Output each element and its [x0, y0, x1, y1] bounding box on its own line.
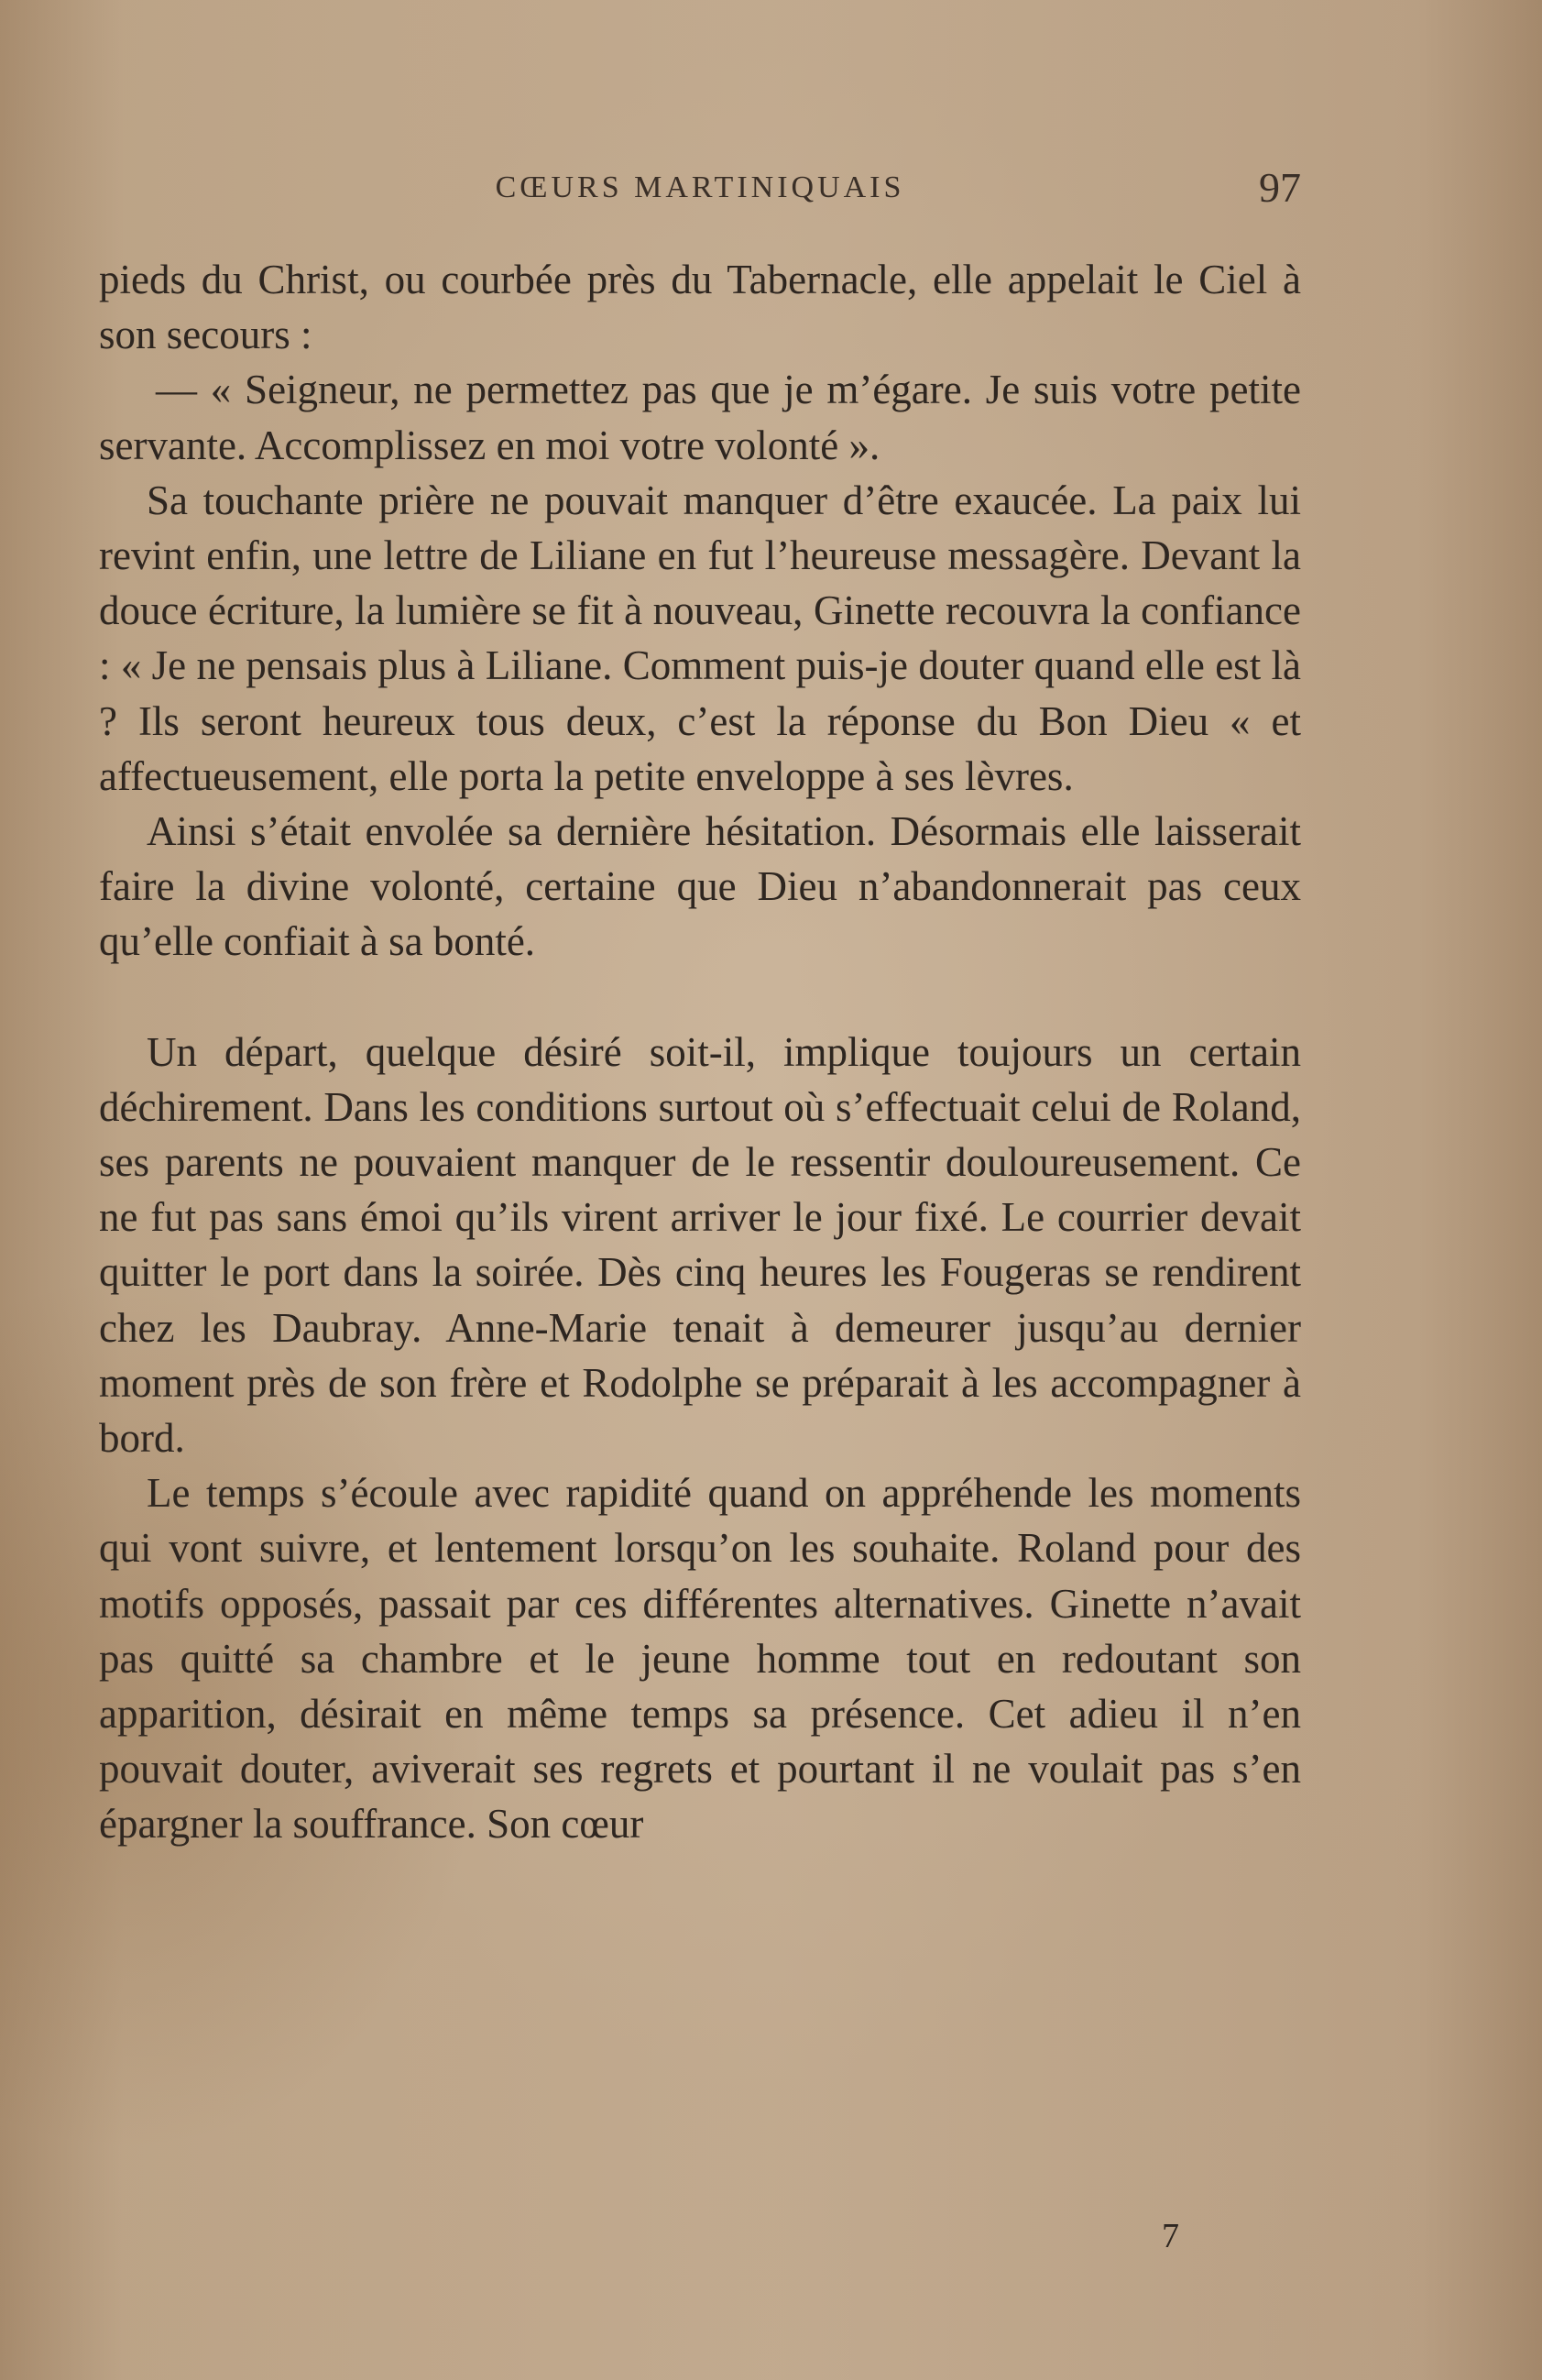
page-number: 97	[1259, 164, 1301, 211]
paragraph-prayer: — « Seigneur, ne permettez pas que je m’égare. Je suis votre petite servante. Accomplissez en moi votre volonté ».	[99, 367, 1301, 468]
page-header	[99, 163, 1301, 218]
paragraph-time-passes: Le temps s’écoule avec rapidité quand on appréhende les moments qui vont suivre, et lentement lorsqu’on les souhaite. Roland pour des motifs opposés, passait par ces différentes alternatives. Ginette n’avait pas quitté sa chambre et le jeune homme tout en redoutant son apparition, désirait en même temps sa présence. Cet adieu il n’en pouvait douter, aviverait ses regrets et pourtant il ne voulait pas s’en épargner la souffrance. Son cœur	[99, 1470, 1301, 1848]
signature-mark: 7	[1162, 2217, 1179, 2255]
paragraph-continuation: pieds du Christ, ou courbée près du Tabernacle, elle appelait le Ciel à son secours :	[99, 257, 1301, 358]
body-text	[99, 252, 1301, 1852]
paragraph-answered-prayer: Sa touchante prière ne pouvait manquer d’être exaucée. La paix lui revint enfin, une lettre de Liliane en fut l’heureuse messagère. Devant la douce écriture, la lumière se fit à nouveau, Ginette recouvra la confiance : « Je ne pensais plus à Liliane. Comment puis-je douter quand elle est là ? Ils seront heureux tous deux, c’est la réponse du Bon Dieu « et affectueusement, elle porta la petite enveloppe à ses lèvres.	[99, 477, 1301, 799]
paragraph-departure: Un départ, quelque désiré soit-il, implique toujours un certain déchirement. Dans les conditions surtout où s’effectuait celui de Roland, ses parents ne pouvaient manquer de le ressentir douloureusement. Ce ne fut pas sans émoi qu’ils virent arriver le jour fixé. Le courrier devait quitter le port dans la soirée. Dès cinq heures les Fougeras se rendirent chez les Daubray. Anne-Marie tenait à demeurer jusqu’au dernier moment près de son frère et Rodolphe se préparait à les accompagner à bord.	[99, 1028, 1301, 1462]
running-title: CŒURS MARTINIQUAIS	[495, 170, 905, 204]
section-break	[99, 970, 1301, 1025]
paragraph-last-hesitation: Ainsi s’était envolée sa dernière hésitation. Désormais elle laisserait faire la divine volonté, certaine que Dieu n’abandonnerait pas ceux qu’elle confiait à sa bonté.	[99, 808, 1301, 965]
